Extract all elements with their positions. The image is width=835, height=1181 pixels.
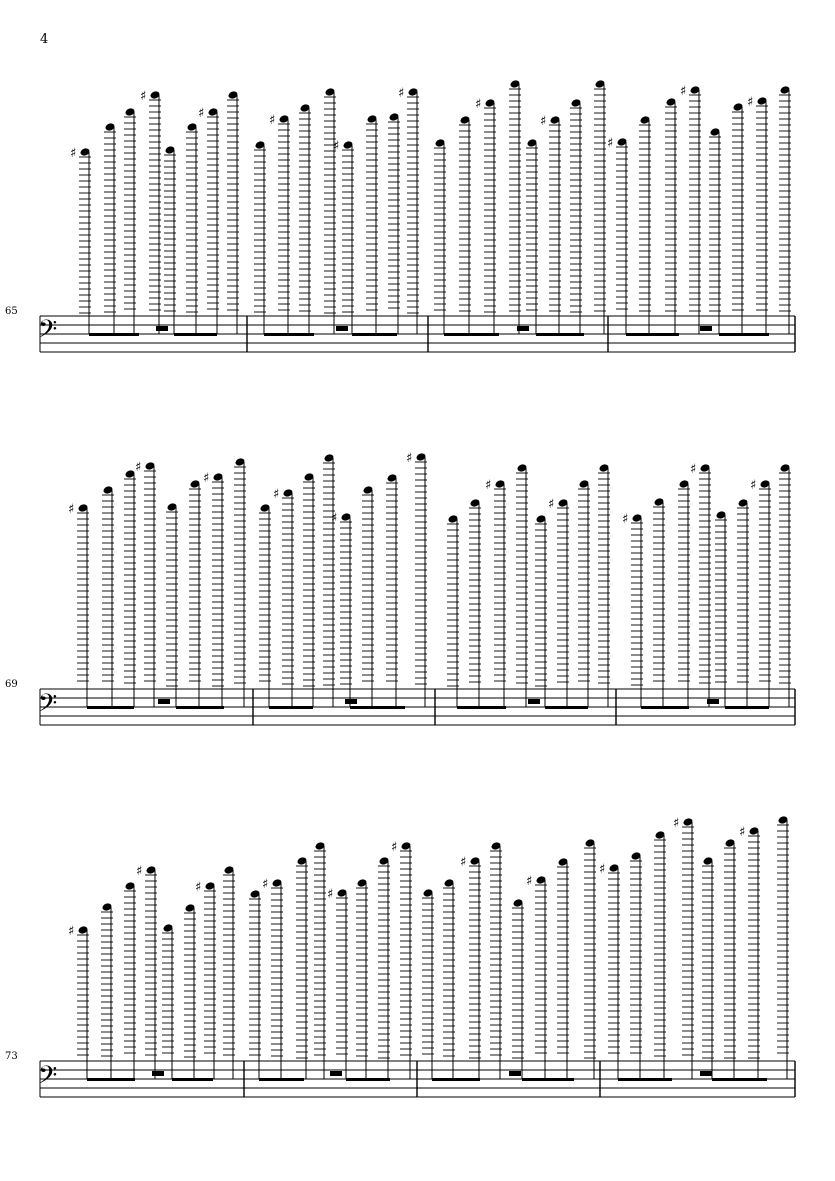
sharp-accidental: ♯ (485, 478, 492, 493)
beam (259, 1078, 304, 1081)
beam (89, 333, 139, 336)
sharp-accidental: ♯ (750, 478, 757, 493)
beam (719, 333, 769, 336)
rest (345, 699, 357, 704)
beam (457, 706, 506, 709)
sharp-accidental: ♯ (391, 840, 398, 855)
sharp-accidental: ♯ (269, 113, 276, 128)
beam (432, 1078, 480, 1081)
rest (152, 1071, 164, 1076)
rest (707, 699, 719, 704)
sharp-accidental: ♯ (68, 924, 75, 939)
sharp-accidental: ♯ (475, 97, 482, 112)
beam (712, 1078, 767, 1081)
sharp-accidental: ♯ (327, 887, 334, 902)
sharp-accidental: ♯ (331, 511, 338, 526)
sharp-accidental: ♯ (460, 855, 467, 870)
beam (618, 1078, 672, 1081)
bass-clef-icon: 𝄢 (38, 1061, 58, 1096)
beam (522, 1078, 574, 1081)
measure-number: 65 (5, 306, 18, 317)
sharp-accidental: ♯ (398, 86, 405, 101)
sharp-accidental: ♯ (599, 862, 606, 877)
sharp-accidental: ♯ (136, 864, 143, 879)
rest (509, 1071, 521, 1076)
beam (87, 1078, 135, 1081)
sharp-accidental: ♯ (690, 462, 697, 477)
sharp-accidental: ♯ (607, 136, 614, 151)
beam (172, 1078, 213, 1081)
page-number: 4 (40, 32, 49, 47)
sharp-accidental: ♯ (739, 825, 746, 840)
beam (626, 333, 679, 336)
beam (176, 706, 224, 709)
measure-number: 69 (5, 679, 18, 690)
sharp-accidental: ♯ (333, 139, 340, 154)
rest (158, 699, 170, 704)
beam (174, 333, 217, 336)
sharp-accidental: ♯ (262, 877, 269, 892)
rest (528, 699, 540, 704)
sharp-accidental: ♯ (70, 146, 77, 161)
bass-clef-icon: 𝄢 (38, 315, 58, 350)
sharp-accidental: ♯ (406, 451, 413, 466)
sharp-accidental: ♯ (747, 95, 754, 110)
sharp-accidental: ♯ (273, 487, 280, 502)
sharp-accidental: ♯ (198, 106, 205, 121)
rest (700, 326, 712, 331)
rest (700, 1071, 712, 1076)
rest (336, 326, 348, 331)
sharp-accidental: ♯ (195, 880, 202, 895)
sharp-accidental: ♯ (203, 471, 210, 486)
beam (545, 706, 588, 709)
rest (156, 326, 168, 331)
beam (725, 706, 769, 709)
beam (350, 706, 405, 709)
sharp-accidental: ♯ (680, 84, 687, 99)
rest (517, 326, 529, 331)
bass-clef-icon: 𝄢 (38, 689, 58, 724)
beam (264, 333, 314, 336)
rest (330, 1071, 342, 1076)
beam (352, 333, 397, 336)
sharp-accidental: ♯ (622, 512, 629, 527)
measure-number: 73 (5, 1051, 18, 1062)
sharp-accidental: ♯ (135, 460, 142, 475)
sharp-accidental: ♯ (548, 497, 555, 512)
sharp-accidental: ♯ (140, 89, 147, 104)
beam (87, 706, 134, 709)
beam (269, 706, 313, 709)
sharp-accidental: ♯ (673, 816, 680, 831)
beam (346, 1078, 390, 1081)
sharp-accidental: ♯ (540, 114, 547, 129)
sharp-accidental: ♯ (68, 502, 75, 517)
beam (536, 333, 584, 336)
beam (641, 706, 689, 709)
beam (444, 333, 499, 336)
sharp-accidental: ♯ (526, 874, 533, 889)
